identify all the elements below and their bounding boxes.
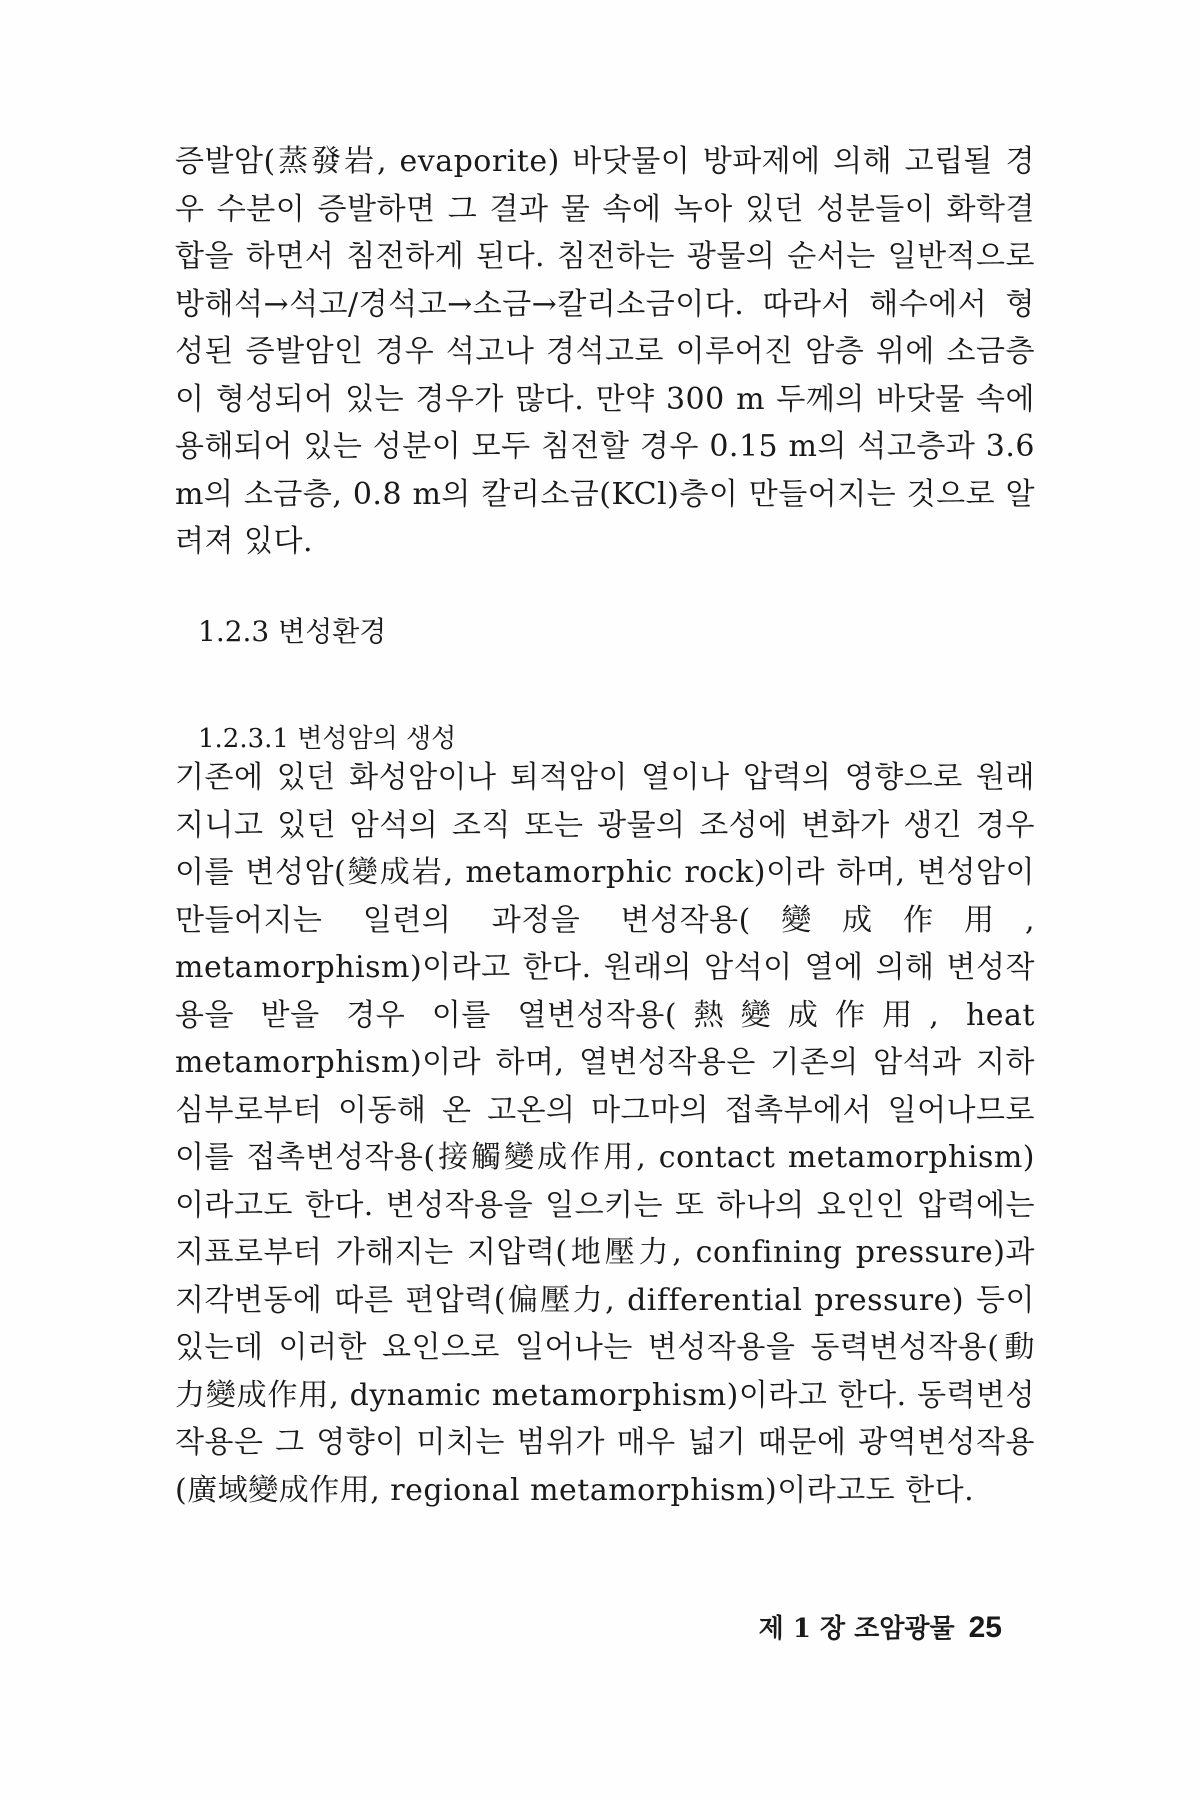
page-number: 25 bbox=[968, 1611, 1002, 1644]
section-heading: 1.2.3 변성환경 bbox=[198, 615, 387, 648]
evaporite-paragraph: 증발암(蒸發岩, evaporite) 바닷물이 방파제에 의해 고립될 경우 수분이 증발하면 그 결과 물 속에 녹아 있던 성분들이 화학결합을 하면서 침전하게 된다. 침전하는 광물의 순서는 일반적으로 방해석→석고/경석고→소금→칼리소금이다. 따라서 해수에서 형성된 증발암인 경우 석고나 경석고로 이루어진 암층 위에 소금층이 형성되어 있는 경우가 많다. 만약 300 m 두께의 바닷물 속에 용해되어 있는 성분이 모두 침전할 경우 0.15 m의 석고층과 3.6 m의 소금층, 0.8 m의 칼리소금(KCl)층이 만들어지는 것으로 알려져 있다. bbox=[175, 144, 1035, 559]
subsection-heading: 1.2.3.1 변성암의 생성 bbox=[198, 724, 457, 754]
chapter-label: 제 1 장 조암광물 bbox=[758, 1614, 955, 1644]
metamorphic-paragraph: 기존에 있던 화성암이나 퇴적암이 열이나 압력의 영향으로 원래 지니고 있던 암석의 조직 또는 광물의 조성에 변화가 생긴 경우 이를 변성암(變成岩, metamorphic rock)이라 하며, 변성암이 만들어지는 일련의 과정을 변성작용(變成作用, metamorphism)이라고 한다. 원래의 암석이 열에 의해 변성작용을 받을 경우 이를 열변성작용(熱變成作用, heat metamorphism)이라 하며, 열변성작용은 기존의 암석과 지하 심부로부터 이동해 온 고온의 마그마의 접촉부에서 일어나므로 이를 접촉변성작용(接觸變成作用, contact metamorphism)이라고도 한다. 변성작용을 일으키는 또 하나의 요인인 압력에는 지표로부터 가해지는 지압력(地壓力, confining pressure)과 지각변동에 따른 편압력(偏壓力, differential pressure) 등이 있는데 이러한 요인으로 일어나는 변성작용을 동력변성작용(動力變成作用, dynamic metamorphism)이라고 한다. 동력변성작용은 그 영향이 미치는 범위가 매우 넓기 때문에 광역변성작용(廣域變成作用, regional metamorphism)이라고도 한다. bbox=[175, 760, 1035, 1508]
page-footer bbox=[759, 1608, 1002, 1645]
